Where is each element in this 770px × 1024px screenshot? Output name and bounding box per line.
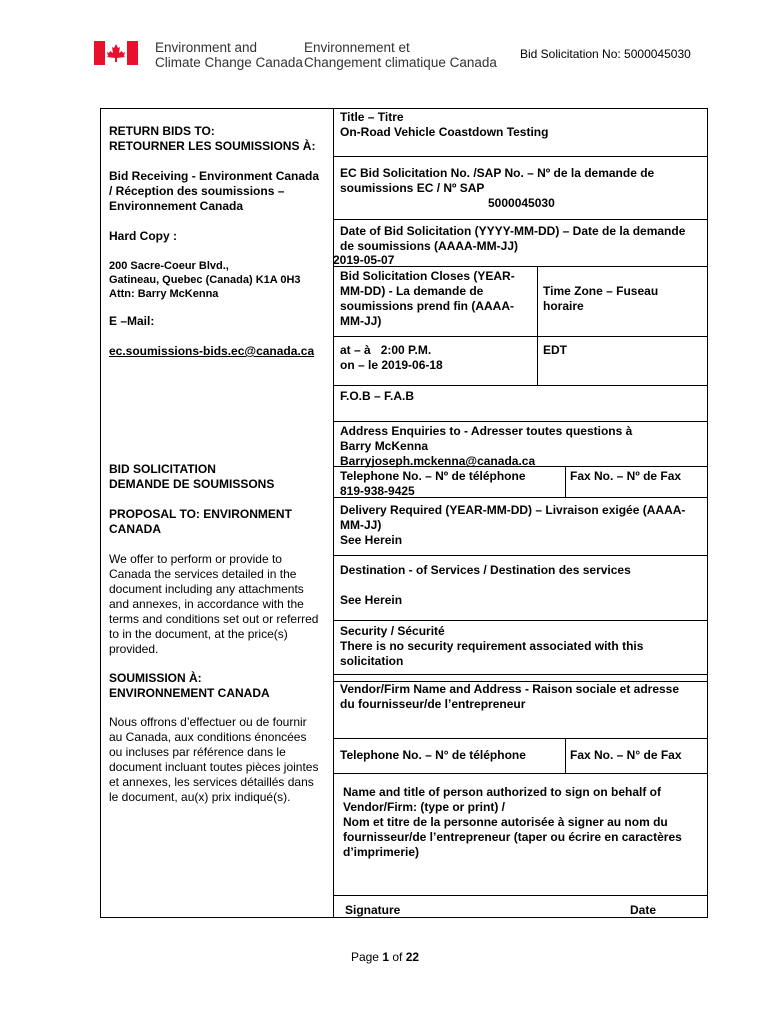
proposal-to	[109, 507, 292, 537]
sap-number-value: 5000045030	[488, 196, 555, 210]
enquiries-name: Barry McKenna	[340, 439, 429, 453]
authorized-line: d’imprimerie)	[343, 845, 420, 859]
offre-line: Nous offrons d’effectuer ou de fournir	[109, 715, 307, 729]
solicitation-date-label-1: Date of Bid Solicitation (YYYY-MM-DD) – Date de la demande	[340, 224, 686, 238]
delivery-label-2: MM-JJ)	[340, 518, 382, 532]
delivery-value: See Herein	[340, 533, 403, 547]
offer-paragraph-en	[109, 552, 331, 657]
offer-line: terms and conditions set out or referred	[109, 612, 319, 626]
hard-copy-label: Hard Copy :	[109, 229, 178, 243]
bid-receiving	[109, 169, 319, 214]
canada-flag-logo	[94, 41, 138, 65]
offer-line: document including any attachments	[109, 582, 304, 596]
offre-line: et annexes, les services détaillés dans	[109, 775, 314, 789]
delivery-label-1: Delivery Required (YEAR-MM-DD) – Livraison exigée (AAAA-	[340, 503, 686, 517]
closing-label-line-4: MM-JJ)	[340, 314, 382, 328]
time-zone-label-1: Time Zone – Fuseau	[543, 284, 659, 298]
sap-label-line-2: soumissions EC / Nº SAP	[340, 181, 485, 195]
email-label: E –Mail:	[109, 314, 155, 328]
proposal-to-line-1: PROPOSAL TO: ENVIRONMENT	[109, 507, 292, 521]
dept-name-en	[155, 40, 303, 70]
offre-line: document incluant toutes pièces jointes	[109, 760, 319, 774]
closing-label-line-1: Bid Solicitation Closes (YEAR-	[340, 269, 515, 283]
closing-date: on – le 2019-06-18	[340, 358, 443, 372]
bid-solicitation-heading	[109, 462, 274, 492]
authorized-line: Nom et titre de la personne autorisée à signer au nom du	[343, 815, 668, 829]
bid-solicitation-heading-fr: DEMANDE DE SOUMISSONS	[109, 477, 275, 491]
enquiries-email[interactable]: Barryjoseph.mckenna@canada.ca	[340, 454, 536, 468]
email-link[interactable]: ec.soumissions-bids.ec@canada.ca	[109, 344, 315, 358]
solicitation-date-cell	[340, 224, 685, 254]
offer-line: Canada the services detailed in the	[109, 567, 297, 581]
bid-receiving-line-2: / Réception des soumissions –	[109, 184, 285, 198]
authorized-line: Name and title of person authorized to sign on behalf of	[343, 785, 662, 799]
security-label: Security / Sécurité	[340, 624, 445, 638]
page-total: 22	[405, 950, 420, 964]
dept-en-line-1: Environment and	[155, 40, 258, 55]
signature-label: Signature	[345, 903, 401, 917]
offre-line: au Canada, aux conditions énoncées	[109, 730, 307, 744]
telephone-cell	[340, 469, 526, 499]
telephone-label: Telephone No. – Nº de téléphone	[340, 469, 526, 483]
page-of: of	[389, 950, 406, 964]
return-bids-label-en: RETURN BIDS TO:	[109, 124, 215, 138]
dept-en-line-2: Climate Change Canada	[155, 55, 303, 70]
date-label: Date	[630, 903, 657, 917]
offer-line: to in the document, at the price(s)	[109, 627, 288, 641]
bid-receiving-line-1: Bid Receiving - Environment Canada	[109, 169, 320, 183]
closing-label-line-2: MM-DD) - La demande de	[340, 284, 484, 298]
bid-solicitation-heading-en: BID SOLICITATION	[109, 462, 216, 476]
return-bids-to	[109, 124, 315, 154]
delivery-cell	[340, 503, 685, 548]
enquiries-cell	[340, 424, 632, 469]
return-bids-label-fr: RETOURNER LES SOUMISSIONS À:	[109, 139, 316, 153]
soumission-heading	[109, 671, 270, 701]
address-line-3: Attn: Barry McKenna	[109, 288, 219, 300]
dept-name-fr	[304, 40, 497, 70]
closing-label-line-3: soumissions prend fin (AAAA-	[340, 299, 515, 313]
dept-fr-line-2: Changement climatique Canada	[304, 55, 497, 70]
solicitation-date-label-2: de soumissions (AAAA-MM-JJ)	[340, 239, 519, 253]
offre-line: ou incluses par référence dans le	[109, 745, 286, 759]
offer-line: provided.	[109, 642, 159, 656]
bid-receiving-line-3: Environnement Canada	[109, 199, 244, 213]
security-value-1: There is no security requirement associated with this	[340, 639, 644, 653]
title-value: On-Road Vehicle Coastdown Testing	[340, 125, 549, 139]
security-value-2: solicitation	[340, 654, 404, 668]
closing-date-label	[340, 269, 515, 329]
vendor-fax-label: Fax No. – N° de Fax	[570, 748, 682, 762]
solicitation-date-value: 2019-05-07	[333, 253, 395, 267]
dept-fr-line-1: Environnement et	[304, 40, 410, 55]
mailing-address	[109, 259, 301, 301]
destination-label: Destination - of Services / Destination des services	[340, 563, 631, 577]
authorized-line: fournisseur/de l’entrepreneur (taper ou écrire en caractères	[343, 830, 682, 844]
soumission-line-1: SOUMISSION À:	[109, 671, 202, 685]
authorized-person-cell	[343, 785, 682, 860]
telephone-value: 819-938-9425	[340, 484, 415, 498]
destination-value: See Herein	[340, 593, 403, 607]
security-cell	[340, 624, 643, 669]
proposal-to-line-2: CANADA	[109, 522, 161, 536]
time-zone-value: EDT	[543, 343, 567, 357]
offer-paragraph-fr	[109, 715, 331, 805]
vendor-label-1: Vendor/Firm Name and Address - Raison sociale et adresse	[340, 682, 680, 696]
vendor-cell	[340, 682, 679, 712]
title-cell	[340, 110, 548, 140]
sap-number-cell	[340, 166, 654, 196]
fob-label: F.O.B – F.A.B	[340, 389, 415, 403]
page-prefix: Page	[350, 950, 383, 964]
fax-label: Fax No. – Nº de Fax	[570, 469, 682, 483]
offre-line: le document, au(x) prix indiqué(s).	[109, 790, 291, 804]
address-line-1: 200 Sacre-Coeur Blvd.,	[109, 260, 229, 272]
offer-line: and annexes, in accordance with the	[109, 597, 304, 611]
enquiries-label: Address Enquiries to - Adresser toutes questions à	[340, 424, 633, 438]
authorized-line: Vendor/Firm: (type or print) /	[343, 800, 506, 814]
bid-solicitation-number: Bid Solicitation No: 5000045030	[520, 47, 691, 61]
closing-date-value	[340, 343, 443, 373]
offer-line: We offer to perform or provide to	[109, 552, 282, 566]
title-label: Title – Titre	[340, 110, 404, 124]
closing-time: at – à 2:00 P.M.	[340, 343, 432, 357]
soumission-line-2: ENVIRONNEMENT CANADA	[109, 686, 270, 700]
page-current: 1	[382, 950, 389, 964]
vendor-telephone-label: Telephone No. – N° de téléphone	[340, 748, 526, 762]
sap-label-line-1: EC Bid Solicitation No. /SAP No. – Nº de la demande de	[340, 166, 655, 180]
time-zone-label	[543, 284, 658, 314]
page-number	[0, 950, 770, 965]
time-zone-label-2: horaire	[543, 299, 584, 313]
vendor-label-2: du fournisseur/de l’entrepreneur	[340, 697, 526, 711]
address-line-2: Gatineau, Quebec (Canada) K1A 0H3	[109, 274, 301, 286]
